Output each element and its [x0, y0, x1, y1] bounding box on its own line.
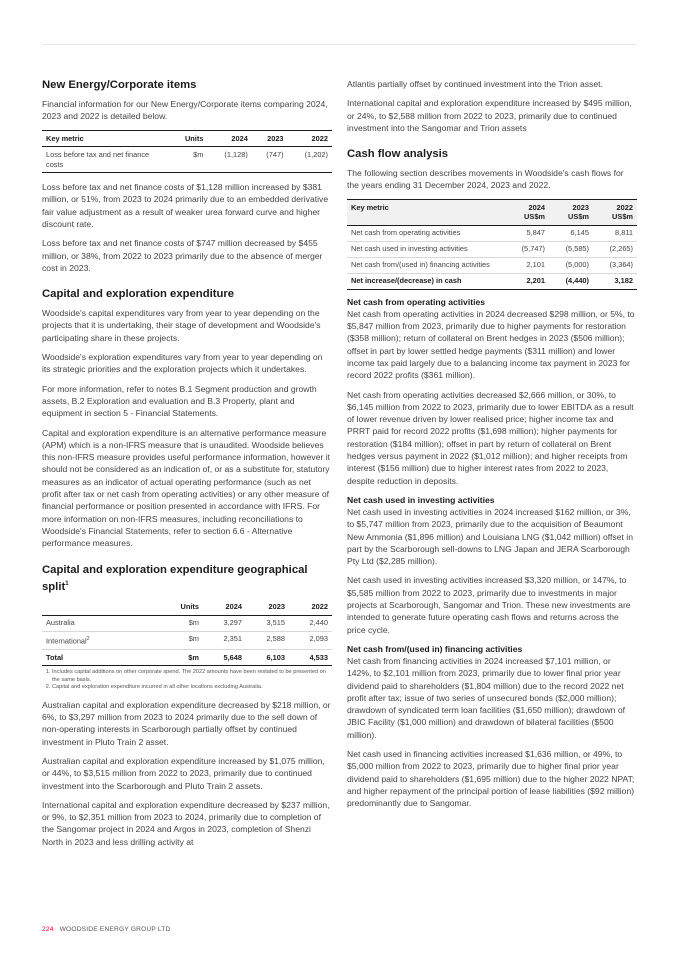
heading-new-energy: New Energy/Corporate items	[42, 79, 197, 91]
subheading-financing: Net cash from/(used in) financing activities	[347, 643, 523, 654]
company-name: WOODSIDE ENERGY GROUP LTD	[59, 926, 171, 933]
paragraph: Atlantis partially offset by continued investment into the Trion asset.	[347, 79, 603, 89]
col-header-unit: US$m	[568, 212, 589, 222]
cell: $m	[193, 149, 204, 159]
left-column	[42, 78, 332, 855]
footnote: 2. Capital and exploration expenditure incurred in all other locations excluding Australia.	[52, 684, 332, 692]
paragraph: Australian capital and exploration expenditure increased by $1,075 million, or 44%, to $3,515 million from 2022 to 2023, primarily due to continued investment into the Scarborough and Pluto Train 2 assets.	[42, 755, 325, 791]
cell: Australia	[46, 618, 75, 628]
paragraph: The following section describes movements in Woodside's cash flows for the years ending 31 December 2024, 2023 and 2022.	[347, 168, 624, 191]
paragraph: Australian capital and exploration expenditure decreased by $218 million, or 6%, to $3,297 million from 2023 to 2024 primarily due to the sell down of non-operating interests in Scarborough partially offset by continued investment in Pluto Train 2 asset.	[42, 699, 331, 747]
cell: 4,533	[309, 652, 328, 662]
table-header-row	[42, 130, 332, 147]
col-header: 2023	[268, 602, 285, 612]
cash-flow-table	[347, 199, 637, 290]
header-divider	[42, 44, 636, 45]
paragraph: Net cash used in investing activities increased $3,320 million, or 147%, to $5,585 million from 2022 to 2023, primarily due to investments in major projects at Scarborough, Sangomar and Trion. These new investments are intended to generate future operating cash flows and returns across the price cycle.	[347, 575, 631, 635]
cell	[42, 631, 160, 649]
cell: 8,811	[615, 228, 633, 238]
col-header	[42, 599, 160, 615]
paragraph: For more information, refer to notes B.1 Segment production and growth assets, B.2 Exploration and evaluation and B.3 Property, plant and equipment in section 5 - Financial Statements.	[42, 383, 317, 419]
cell: Net cash from operating activities	[351, 228, 461, 238]
cell: (5,747)	[521, 244, 545, 254]
cell: (5,585)	[565, 244, 589, 254]
col-header: 2022	[311, 602, 328, 612]
col-header-unit: US$m	[524, 212, 545, 222]
cell: 2,101	[526, 260, 545, 270]
col-header-year: 2022	[616, 202, 633, 212]
footnote-ref: 2	[86, 636, 90, 643]
table-header-row	[347, 199, 637, 225]
subheading-investing: Net cash used in investing activities	[347, 494, 495, 505]
col-header	[347, 199, 505, 225]
table-row	[347, 257, 637, 273]
paragraph: Net cash from operating activities in 2024 decreased $298 million, or 5%, to $5,847 million from 2023, primarily due to higher payments for restoration ($358 million); return of collateral on Brent hedges in 2023 ($506 million); offset in part by lower settled hedge payments ($311 million) and lower income tax paid largely due to a balancing income tax payment in 2023 for record 2022 profits ($361 million).	[347, 308, 635, 381]
paragraph: Net cash used in financing activities increased $1,636 million, or 49%, to $5,000 million from 2022 to 2023, primarily due to higher final prior year dividend paid to shareholders ($1,695 million) due to the higher 2022 NPAT; and higher repayment of the principal portion of lease liabilities ($92 million) predominantly due to Sangomar.	[347, 748, 635, 809]
table-total-row	[347, 273, 637, 289]
col-header: Units	[180, 602, 199, 612]
cell: (5,000)	[565, 260, 589, 270]
cell: (4,440)	[565, 276, 589, 286]
new-energy-table	[42, 130, 332, 174]
cell: (1,202)	[304, 149, 328, 159]
cell: Net increase/(decrease) in cash	[351, 276, 462, 286]
cell: 5,847	[526, 228, 545, 238]
col-header-year: 2023	[572, 202, 589, 212]
col-header: 2024	[231, 133, 248, 143]
heading-cash-flow: Cash flow analysis	[347, 148, 449, 161]
table-row	[347, 225, 637, 241]
heading-geo-split	[42, 563, 332, 594]
cell: (1,128)	[224, 149, 248, 159]
col-header-year: 2024	[528, 202, 545, 212]
col-header: 2022	[311, 133, 328, 143]
cell: Net cash from/(used in) financing activities	[351, 260, 490, 270]
paragraph: Net cash used in investing activities in 2024 increased $162 million, or 3%, to $5,747 million from 2023, primarily due to the acquisition of Beaumont New Ammonia ($1,896 million) and Louisiana LNG ($1,042 million) offset in part by the Scarborough sell-downs to LNG Japan and JERA Scarborough Pty Ltd ($2,285 million).	[347, 506, 633, 567]
cell: (2,265)	[609, 244, 633, 254]
cell: 6,145	[570, 228, 589, 238]
cell: (3,364)	[609, 260, 633, 270]
paragraph: International capital and exploration expenditure decreased by $237 million, or 9%, to $2,351 million from 2023 to 2024, primarily due to completion of the Sangomar project in 2024 and Argos in 2023, completion of Shenzi North in 2023 and less drilling activity at	[42, 799, 330, 847]
cell: 2,093	[309, 634, 328, 644]
page-footer	[42, 926, 171, 933]
col-header: Key metric	[46, 133, 84, 143]
col-header	[505, 199, 549, 225]
col-header-unit: US$m	[612, 212, 633, 222]
col-header-text: Key metric	[351, 202, 389, 212]
cell: 2,351	[223, 634, 242, 644]
cell: 3,515	[266, 618, 285, 628]
table-row	[347, 241, 637, 257]
table-row	[42, 147, 332, 173]
col-header: Units	[184, 133, 204, 143]
table-header-row	[42, 599, 332, 615]
paragraph: Financial information for our New Energy/Corporate items comparing 2024, 2023 and 2022 is detailed below.	[42, 99, 328, 122]
table-row	[42, 615, 332, 631]
paragraph: Woodside's exploration expenditures vary from year to year depending on its strategic priorities and the exploration projects which it undertakes.	[42, 352, 323, 375]
paragraph: Capital and exploration expenditure is an alternative performance measure (APM) which is a non-IFRS measure that is unaudited. Woodside believes this non-IFRS measure provides useful performance information, however it should not be considered as an indication of, or as a substitute for, statutory measures as an indicator of actual operating performance (such as net profit after tax or net cash from operating activities) or any other measure of financial performance or position presented in accordance with IFRS. For more information on non-IFRS measures, including reconciliations to Woodside's Financial Statements, refer to section 6.6 - Alternative performance measures.	[42, 427, 331, 549]
paragraph: International capital and exploration expenditure increased by $495 million, or 24%, to $2,588 million from 2022 to 2023, primarily due to continued investment into the Sangomar and Trion assets	[347, 98, 632, 133]
col-header	[593, 199, 637, 225]
footnote: 1. Includes capital additions on other corporate spend. The 2022 amounts have been restated to be presented on the same basis.	[52, 669, 332, 684]
table-row	[42, 631, 332, 649]
paragraph: Woodside's capital expenditures vary from year to year depending on the projects that it is undertaking, their stage of development and Woodside's participating share in these projects.	[42, 308, 321, 343]
paragraph: Loss before tax and net finance costs of $1,128 million increased by $381 million, or 51%, from 2023 to 2024 primarily due to an embedded derivative fair value adjustment as a result of weaker urea forward curve and higher discount rate.	[42, 182, 329, 229]
cell: 5,648	[223, 652, 242, 662]
right-column	[347, 78, 637, 816]
cell-text: International	[46, 636, 87, 646]
cell: Net cash used in investing activities	[351, 244, 468, 254]
heading-capex: Capital and exploration expenditure	[42, 288, 235, 301]
paragraph: Net cash from financing activities in 2024 increased $7,101 million, or 142%, to $2,101 million from 2023, primarily due to lower final prior year dividend paid to shareholders ($1,804 million) due to the record 2022 net profit after tax; issue of two series of unsecured bonds ($2,000 million); drawdown of syndicated term loan facilities ($1,650 million); drawdown of JBIC Facility ($1,000 million) and drawdown of bilateral facilities ($500 million).	[347, 655, 626, 740]
cell: Total	[46, 652, 64, 662]
cell: $m	[188, 652, 199, 662]
footnote-ref: 1	[65, 580, 69, 587]
cell: 6,103	[266, 652, 285, 662]
cell: (747)	[266, 149, 284, 159]
geo-split-table	[42, 599, 332, 666]
col-header: 2023	[267, 133, 284, 143]
cell: 3,182	[614, 276, 633, 286]
paragraph: Loss before tax and net finance costs of $747 million decreased by $455 million, or 38%, from 2022 to 2023 primarily due to the absence of merger cost in 2023.	[42, 238, 323, 273]
cell: 2,588	[266, 634, 285, 644]
cell: $m	[188, 634, 199, 644]
footnotes	[42, 669, 332, 692]
cell: $m	[188, 618, 199, 628]
cell: 2,201	[526, 276, 545, 286]
col-header: 2024	[225, 602, 242, 612]
paragraph: Net cash from operating activities decreased $2,666 million, or 30%, to $6,145 million from 2022 to 2023, primarily due to lower EBITDA as a result of lower revenue driven by lower realised price; higher income tax and PRRT paid for record 2022 profits ($1,698 million); higher payments for restoration ($184 million); offset in part by return of collateral on Brent hedges versus payment in 2022 ($1,012 million); and higher receipts from interest ($156 million) due to higher interest rates from 2022 to 2023, despite reduction in deposits.	[347, 389, 634, 486]
subheading-operating: Net cash from operating activities	[347, 296, 486, 307]
page-number: 224	[42, 926, 54, 933]
cell: Loss before tax and net finance costs	[46, 149, 150, 169]
heading-text: Capital and exploration expenditure geographical split	[42, 563, 308, 593]
cell: 2,440	[309, 618, 328, 628]
cell: 3,297	[223, 618, 242, 628]
col-header	[549, 199, 593, 225]
table-total-row	[42, 650, 332, 666]
